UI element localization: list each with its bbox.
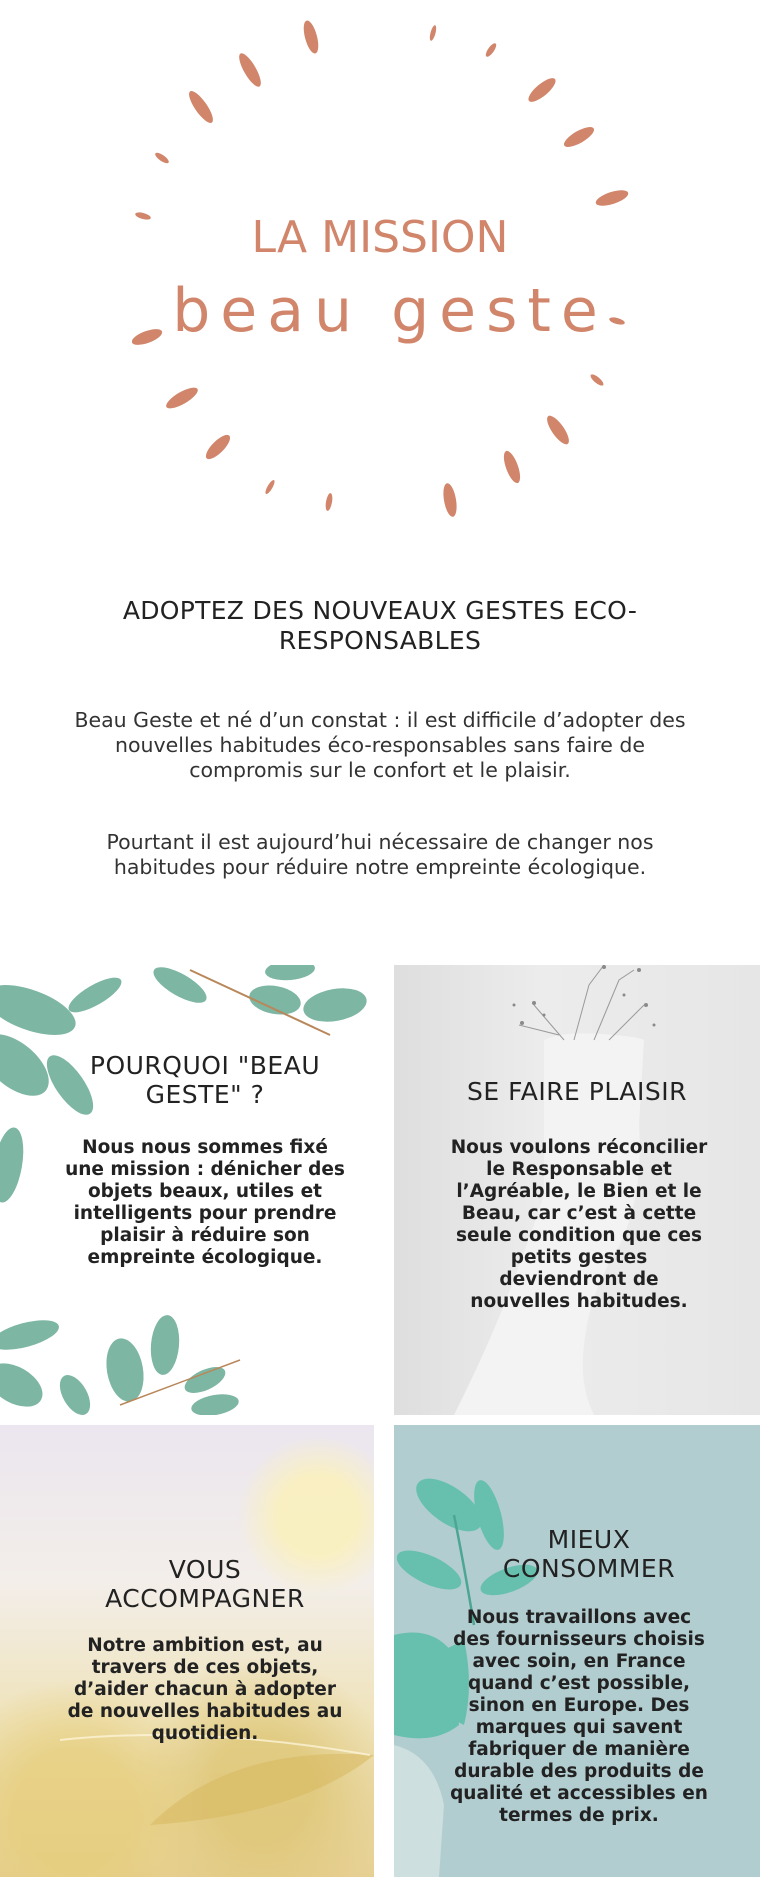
- panel-text: Nous travaillons avec des fournisseurs choisis avec soin, en France quand c’est possible, sinon en Europe. Des marques qui savent fabriquer de manière durable des produits de qualité et accessibles en termes de prix.: [450, 1607, 708, 1826]
- hero-title-line2: beau geste: [172, 276, 608, 346]
- hero-logo: [0, 0, 760, 540]
- panel-mieux-consommer: [394, 1425, 760, 1877]
- panel-se-faire-plaisir: [394, 965, 760, 1415]
- intro-heading: ADOPTEZ DES NOUVEAUX GESTES ECO-RESPONSABLES: [122, 596, 638, 655]
- panel-title: SE FAIRE PLAISIR: [467, 1077, 687, 1106]
- panel-text: Nous nous sommes fixé une mission : dénicher des objets beaux, utiles et intelligents pour prendre plaisir à réduire son empreinte écologique.: [65, 1137, 345, 1268]
- panel-pourquoi: [0, 965, 374, 1415]
- intro-paragraph-1: Beau Geste et né d’un constat : il est difficile d’adopter des nouvelles habitudes éco-responsables sans faire de compromis sur le confort et le plaisir.: [74, 708, 686, 782]
- panel-text: Notre ambition est, au travers de ces objets, d’aider chacun à adopter de nouvelles habitudes au quotidien.: [67, 1635, 343, 1744]
- panel-text: Nous voulons réconcilier le Responsable et l’Agréable, le Bien et le Beau, car c’est à cette seule condition que ces petits gestes deviendront de nouvelles habitudes.: [450, 1137, 708, 1312]
- panel-vous-accompagner: [0, 1425, 374, 1877]
- panel-title: VOUS ACCOMPAGNER: [105, 1555, 305, 1613]
- hero-title-line1: LA MISSION: [251, 212, 509, 263]
- intro-paragraph-2: Pourtant il est aujourd’hui nécessaire de changer nos habitudes pour réduire notre empreinte écologique.: [106, 830, 654, 879]
- sunburst-petals-icon: [0, 0, 760, 540]
- panel-title: POURQUOI "BEAU GESTE" ?: [89, 1051, 321, 1109]
- panel-title: MIEUX CONSOMMER: [502, 1525, 676, 1583]
